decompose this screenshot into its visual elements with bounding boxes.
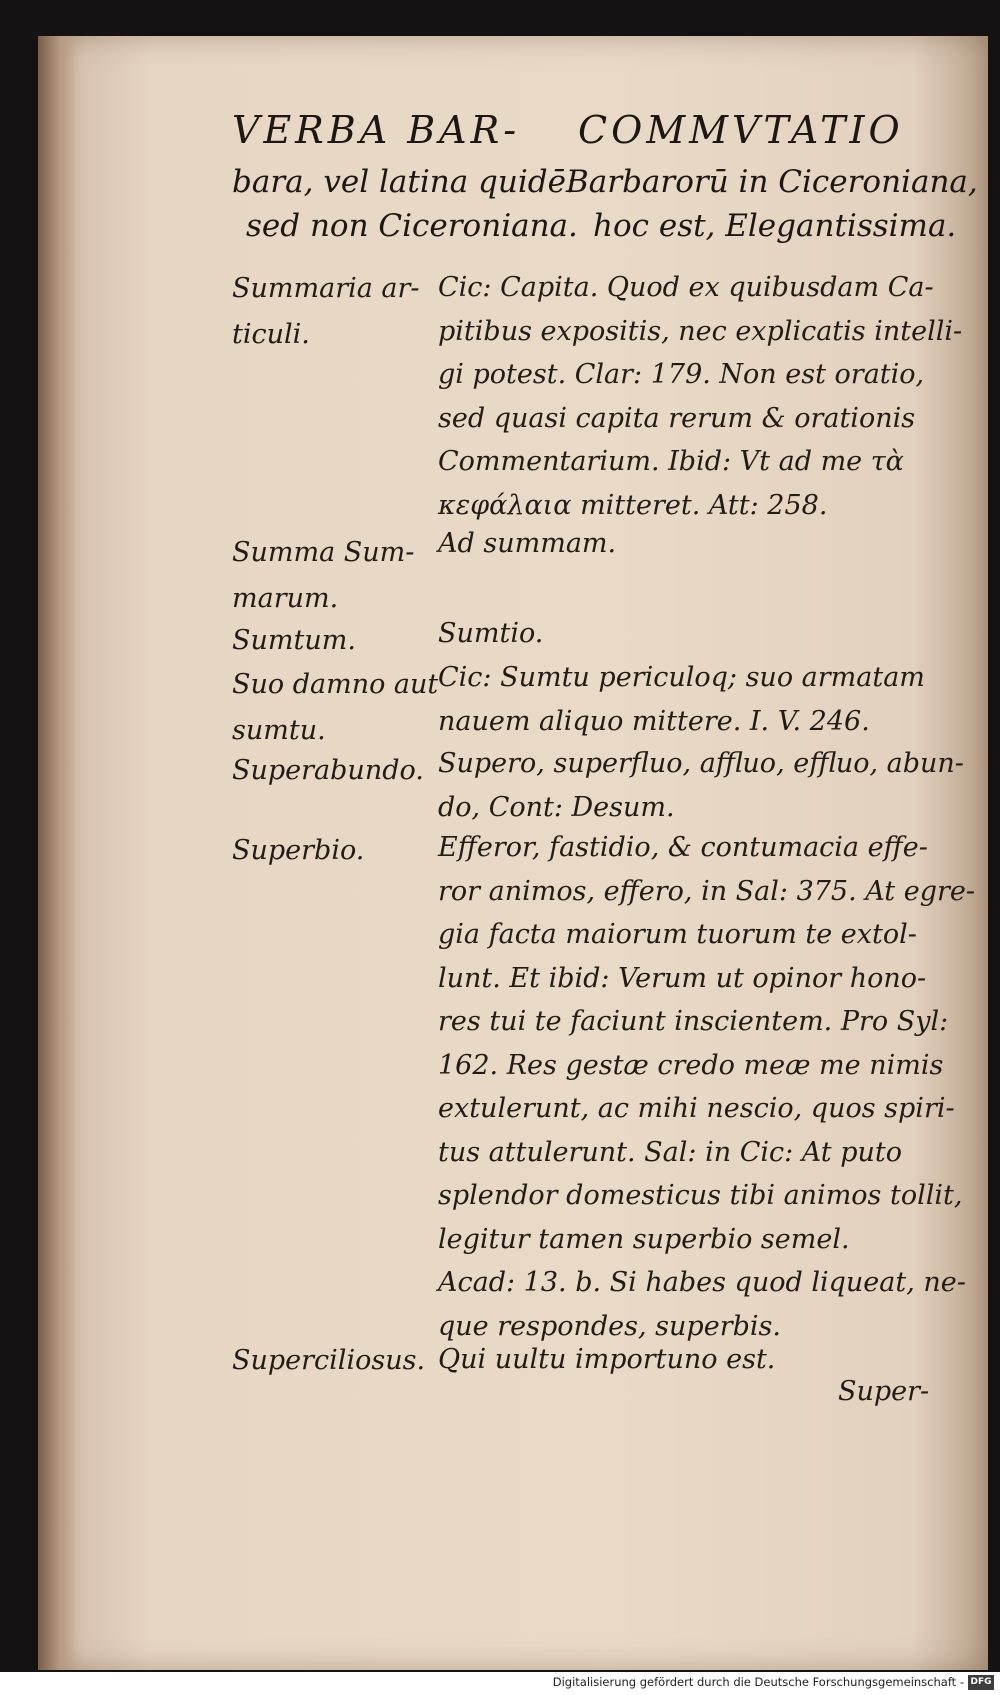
left-column-title: VERBA BAR- [232, 108, 521, 152]
entry-body-line: que respondes, superbis. [438, 1310, 781, 1342]
funding-credit: Digitalisierung gefördert durch die Deutsche Forschungsgemeinschaft - [552, 1675, 964, 1689]
right-column-subtitle-line-1: Barbarorū in Ciceroniana, [566, 164, 978, 200]
entry-head [232, 618, 356, 664]
entry-head-line: Sumtum. [232, 625, 356, 656]
entry-body-line: nauem aliquo mittere. I. V. 246. [438, 705, 870, 737]
entry-body-line: sed quasi capita rerum & orationis [438, 402, 916, 434]
entry-head-line: Superabundo. [232, 755, 424, 786]
entry-head-line: Suo damno aut [232, 669, 439, 700]
entry-body [438, 522, 616, 566]
dfg-logo: DFG [968, 1675, 994, 1690]
entry-body [438, 826, 975, 1348]
entry-body-line: Qui uultu importuno est. [438, 1344, 776, 1375]
entry-body-line: Ad summam. [438, 528, 617, 559]
entry-body-line: tus attulerunt. Sal: in Cic: At puto [438, 1136, 903, 1168]
entry-body-line: legitur tamen superbio semel. [438, 1223, 850, 1255]
entry-head [232, 748, 424, 794]
entry-body-line: Commentarium. Ibid: Vt ad me τὰ [438, 446, 904, 477]
entry-body-line: Cic: Sumtu periculoq; suo armatam [438, 662, 925, 693]
left-column-subtitle-line-2: sed non Ciceroniana. [246, 208, 578, 244]
entry-body-line: Acad: 13. b. Si habes quod liqueat, ne- [438, 1267, 966, 1298]
page-gutter [38, 36, 76, 1670]
entry-body-line: splendor domesticus tibi animos tollit, [438, 1180, 963, 1211]
right-column-title: COMMVTATIO [578, 108, 904, 152]
entry-body-line: Cic: Capita. Quod ex quibusdam Ca- [438, 272, 934, 303]
entry-body [438, 656, 925, 743]
entry-body-line: pitibus expositis, nec explicatis intelli- [438, 315, 963, 347]
entry-body [438, 742, 964, 829]
entry-body-line: gia facta maiorum tuorum te extol- [438, 919, 917, 950]
entry-head [232, 1338, 425, 1384]
entry-body-line: gi potest. Clar: 179. Non est oratio, [438, 359, 925, 390]
entry-head [232, 266, 420, 358]
entry-body-line: Supero, superfluo, affluo, effluo, abun- [438, 748, 964, 779]
entry-body-line: Sumtio. [438, 618, 544, 649]
entry-body-line: 162. Res gestæ credo meæ me nimis [438, 1049, 944, 1081]
entry-body [438, 266, 962, 527]
entry-body-line: do, Cont: Desum. [438, 791, 675, 823]
entry-head [232, 530, 414, 622]
entry-body-line: κεφάλαια mitteret. Att: 258. [438, 489, 828, 521]
entry-head-line: Superbio. [232, 835, 365, 866]
entry-body [438, 1338, 775, 1382]
left-column-subtitle-line-1: bara, vel latina quidē: [232, 164, 577, 200]
entry-body-line: ror animos, effero, in Sal: 375. At egre- [438, 875, 976, 907]
entry-head-line: Summa Sum- [232, 537, 415, 568]
entry-head-line: ticuli. [232, 319, 310, 350]
entry-head-line: Superciliosus. [232, 1345, 426, 1376]
catchword: Super- [838, 1376, 930, 1407]
entry-head [232, 828, 364, 874]
entry-body-line: Efferor, fastidio, & contumacia effe- [438, 832, 928, 863]
entry-body-line: res tui te faciunt inscientem. Pro Syl: [438, 1006, 949, 1037]
entry-head-line: marum. [232, 583, 339, 614]
right-column-subtitle-line-2: hoc est, Elegantissima. [593, 208, 957, 244]
entry-body [438, 612, 543, 656]
entry-body-line: lunt. Et ibid: Verum ut opinor hono- [438, 962, 927, 994]
footer-bar [0, 1672, 1000, 1695]
entry-head-line: sumtu. [232, 715, 326, 746]
entry-head-line: Summaria ar- [232, 273, 420, 304]
entry-body-line: extulerunt, ac mihi nescio, quos spiri- [438, 1093, 955, 1124]
entry-head [232, 662, 438, 754]
